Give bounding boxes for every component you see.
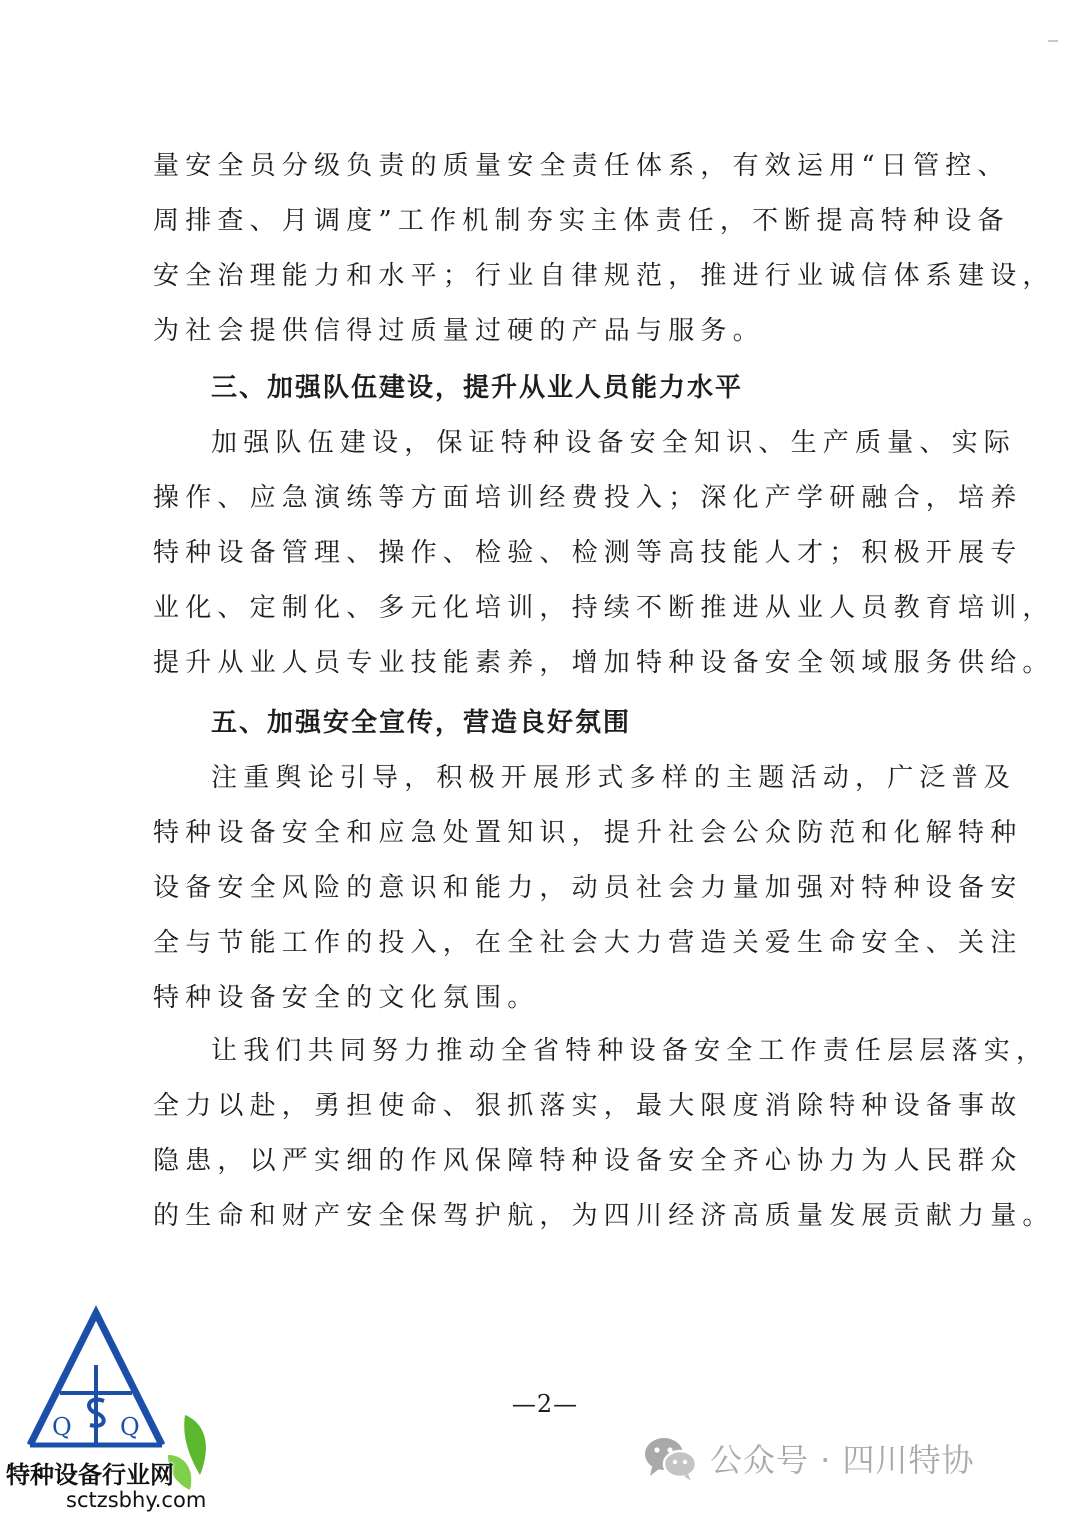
text-line: 安全治理能力和水平；行业自律规范，推进行业诚信体系建设， [153, 261, 1055, 291]
text-line: 为社会提供信得过质量过硬的产品与服务。 [153, 316, 765, 346]
text-line: 量安全员分级负责的质量安全责任体系，有效运用“日管控、 [153, 151, 1010, 181]
text-line: 让我们共同努力推动全省特种设备安全工作责任层层落实， [211, 1036, 1049, 1066]
text-line: 提升从业人员专业技能素养，增加特种设备安全领域服务供给。 [153, 648, 1055, 678]
heading-text: 五、加强安全宣传，营造良好氛围 [211, 708, 632, 738]
text-line: 操作、应急演练等方面培训经费投入；深化产学研融合，培养 [153, 483, 1023, 513]
text-line: 的生命和财产安全保驾护航，为四川经济高质量发展贡献力量。 [153, 1201, 1055, 1231]
text-line: 加强队伍建设，保证特种设备安全知识、生产质量、实际 [211, 428, 1017, 458]
section-heading-3 [153, 361, 943, 416]
paragraph-continued [153, 139, 1055, 359]
paragraph-safety-publicity [153, 751, 1023, 1026]
paragraph-team-building [153, 416, 1055, 691]
text-line: 周排查、月调度”工作机制夯实主体责任，不断提高特种设备 [153, 206, 1010, 236]
text-line: 设备安全风险的意识和能力，动员社会力量加强对特种设备安 [153, 873, 1023, 903]
watermark-url: sctzsbhy.com [66, 1488, 207, 1512]
wechat-account-label: 公众号 · 四川特协 [710, 1441, 975, 1479]
section-heading-5 [153, 696, 943, 751]
text-line: 特种设备安全和应急处置知识，提升社会公众防范和化解特种 [153, 818, 1023, 848]
svg-text:Q: Q [120, 1413, 140, 1441]
heading-text: 三、加强队伍建设，提升从业人员能力水平 [211, 373, 744, 403]
text-line: 特种设备安全的文化氛围。 [153, 983, 540, 1013]
text-line: 全与节能工作的投入，在全社会大力营造关爱生命安全、关注 [153, 928, 1023, 958]
paragraph-closing [153, 1024, 1055, 1244]
wechat-account-badge [642, 1428, 975, 1488]
text-line: 全力以赴，勇担使命、狠抓落实，最大限度消除特种设备事故 [153, 1091, 1023, 1121]
text-line: 业化、定制化、多元化培训，持续不断推进从业人员教育培训， [153, 593, 1055, 623]
text-line: 特种设备管理、操作、检验、检测等高技能人才；积极开展专 [153, 538, 1023, 568]
wechat-icon [642, 1434, 698, 1482]
svg-text:Q: Q [52, 1413, 72, 1441]
text-line: 注重舆论引导，积极开展形式多样的主题活动，广泛普及 [211, 763, 1017, 793]
scan-mark [1048, 40, 1058, 42]
watermark-site-name: 特种设备行业网 [6, 1461, 174, 1489]
page-number: —2— [511, 1390, 579, 1418]
text-line: 隐患，以严实细的作风保障特种设备安全齐心协力为人民群众 [153, 1146, 1023, 1176]
